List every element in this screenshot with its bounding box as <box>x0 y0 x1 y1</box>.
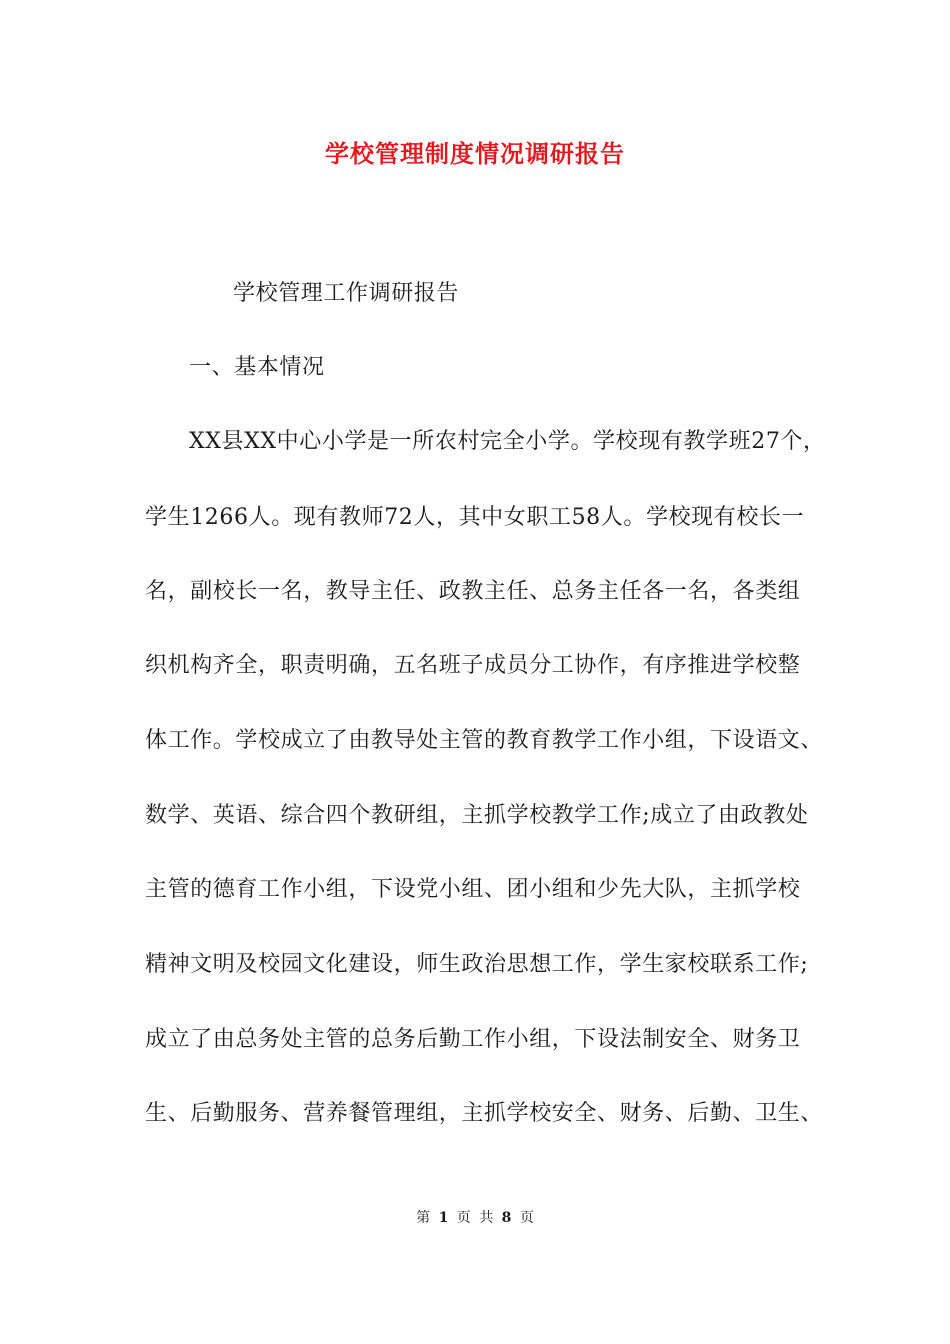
body-line: 生、后勤服务、营养餐管理组，主抓学校安全、财务、后勤、卫生、 <box>145 1101 824 1126</box>
body-line: 成立了由总务处主管的总务后勤工作小组，下设法制安全、财务卫 <box>145 1027 801 1052</box>
body-line: 主管的德育工作小组，下设党小组、团小组和少先大队，主抓学校 <box>145 877 801 902</box>
body-line: 精神文明及校园文化建设，师生政治思想工作，学生家校联系工作; <box>145 952 809 977</box>
document-title: 学校管理制度情况调研报告 <box>325 139 625 168</box>
current-page-number: 1 <box>438 1210 449 1226</box>
section-heading: 一、基本情况 <box>189 355 325 380</box>
footer-label-page: 第 <box>416 1210 431 1226</box>
total-pages-number: 8 <box>501 1210 512 1226</box>
footer-label-ye: 页 <box>456 1210 471 1226</box>
body-line: XX县XX中心小学是一所农村完全小学。学校现有教学班27个， <box>189 429 826 454</box>
footer-label-ye: 页 <box>519 1210 534 1226</box>
document-subtitle: 学校管理工作调研报告 <box>233 281 460 306</box>
body-line: 数学、英语、综合四个教研组，主抓学校教学工作;成立了由政教处 <box>145 803 809 828</box>
body-line: 名，副校长一名，教导主任、政教主任、总务主任各一名，各类组 <box>145 579 801 604</box>
footer-label-total: 共 <box>479 1210 494 1226</box>
body-line: 学生1266人。现有教师72人，其中女职工58人。学校现有校长一 <box>145 505 805 530</box>
body-line: 织机构齐全，职责明确，五名班子成员分工协作，有序推进学校整 <box>145 653 801 678</box>
body-line: 体工作。学校成立了由教导处主管的教育教学工作小组，下设语文、 <box>145 728 824 753</box>
page-number-footer <box>0 1206 950 1230</box>
